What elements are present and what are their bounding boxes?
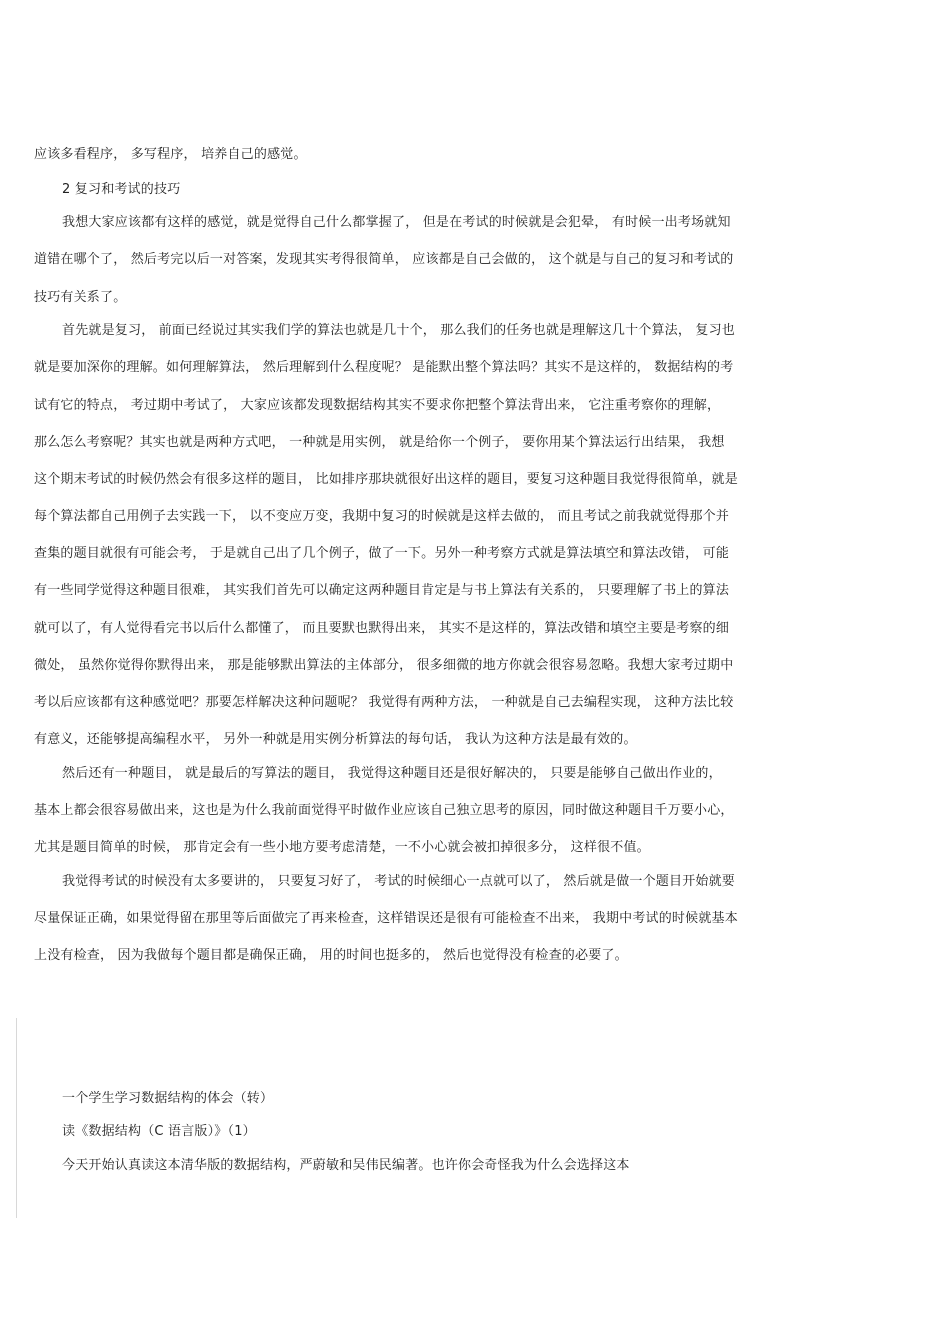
chapter-heading: 读《数据结构（C 语言版）》（1） [62,1124,256,1139]
paragraph-line: 微处， 虽然你觉得你默得出来， 那是能够默出算法的主体部分， 很多细微的地方你就会很容易忽略。我想大家考过期中 [34,658,734,673]
paragraph-line: 我想大家应该都有这样的感觉，就是觉得自己什么都掌握了， 但是在考试的时候就是会犯晕， 有时候一出考场就知 [62,215,731,230]
paragraph-line: 试有它的特点， 考过期中考试了， 大家应该都发现数据结构其实不要求你把整个算法背出来， 它注重考察你的理解， [34,398,721,413]
paragraph-line: 基本上都会很容易做出来，这也是为什么我前面觉得平时做作业应该自己独立思考的原因，同时做这种题目千万要小心， [34,803,734,818]
paragraph-line: 道错在哪个了， 然后考完以后一对答案，发现其实考得很简单， 应该都是自己会做的， 这个就是与自己的复习和考试的 [34,252,734,267]
paragraph-line: 那么怎么考察呢？其实也就是两种方式吧， 一种就是用实例， 就是给你一个例子， 要你用某个算法运行出结果， 我想 [34,435,725,450]
paragraph-line: 这个期末考试的时候仍然会有很多这样的题目， 比如排序那块就很好出这样的题目，要复习这种题目我觉得很简单，就是 [34,472,738,487]
paragraph-line: 就是要加深你的理解。如何理解算法， 然后理解到什么程度呢？ 是能默出整个算法吗？其实不是这样的， 数据结构的考 [34,360,734,375]
paragraph-line: 尤其是题目简单的时候， 那肯定会有一些小地方要考虑清楚，一不小心就会被扣掉很多分， 这样很不值。 [34,840,650,855]
paragraph-line: 考以后应该都有这种感觉吧？那要怎样解决这种问题呢？ 我觉得有两种方法， 一种就是自己去编程实现， 这种方法比较 [34,695,734,710]
section-heading: 2 复习和考试的技巧 [62,182,181,197]
paragraph-line: 上没有检查， 因为我做每个题目都是确保正确， 用的时间也挺多的， 然后也觉得没有检查的必要了。 [34,948,628,963]
paragraph-line: 应该多看程序， 多写程序， 培养自己的感觉。 [34,147,307,162]
left-margin-rule [16,1018,17,1218]
paragraph-line: 每个算法都自己用例子去实践一下， 以不变应万变，我期中复习的时候就是这样去做的， 而且考试之前我就觉得那个并 [34,509,730,524]
article-title: 一个学生学习数据结构的体会（转） [62,1091,274,1106]
paragraph-line: 查集的题目就很有可能会考， 于是就自己出了几个例子，做了一下。另外一种考察方式就是算法填空和算法改错， 可能 [34,546,730,561]
paragraph-line: 有意义，还能够提高编程水平， 另外一种就是用实例分析算法的每句话， 我认为这种方法是最有效的。 [34,732,637,747]
paragraph-line: 首先就是复习， 前面已经说过其实我们学的算法也就是几十个， 那么我们的任务也就是理解这几十个算法， 复习也 [62,323,735,338]
paragraph-line: 今天开始认真读这本清华版的数据结构，严蔚敏和吴伟民编著。也许你会奇怪我为什么会选择这本 [62,1158,630,1173]
paragraph-line: 就可以了，有人觉得看完书以后什么都懂了， 而且要默也默得出来， 其实不是这样的，算法改错和填空主要是考察的细 [34,621,730,636]
paragraph-line: 技巧有关系了。 [34,290,127,305]
paragraph-line: 我觉得考试的时候没有太多要讲的， 只要复习好了， 考试的时候细心一点就可以了， 然后就是做一个题目开始就要 [62,874,735,889]
paragraph-line: 有一些同学觉得这种题目很难， 其实我们首先可以确定这两种题目肯定是与书上算法有关系的， 只要理解了书上的算法 [34,583,730,598]
paragraph-line: 然后还有一种题目， 就是最后的写算法的题目， 我觉得这种题目还是很好解决的， 只要是能够自己做出作业的， [62,766,722,781]
paragraph-line: 尽量保证正确，如果觉得留在那里等后面做完了再来检查，这样错误还是很有可能检查不出来， 我期中考试的时候就基本 [34,911,738,926]
